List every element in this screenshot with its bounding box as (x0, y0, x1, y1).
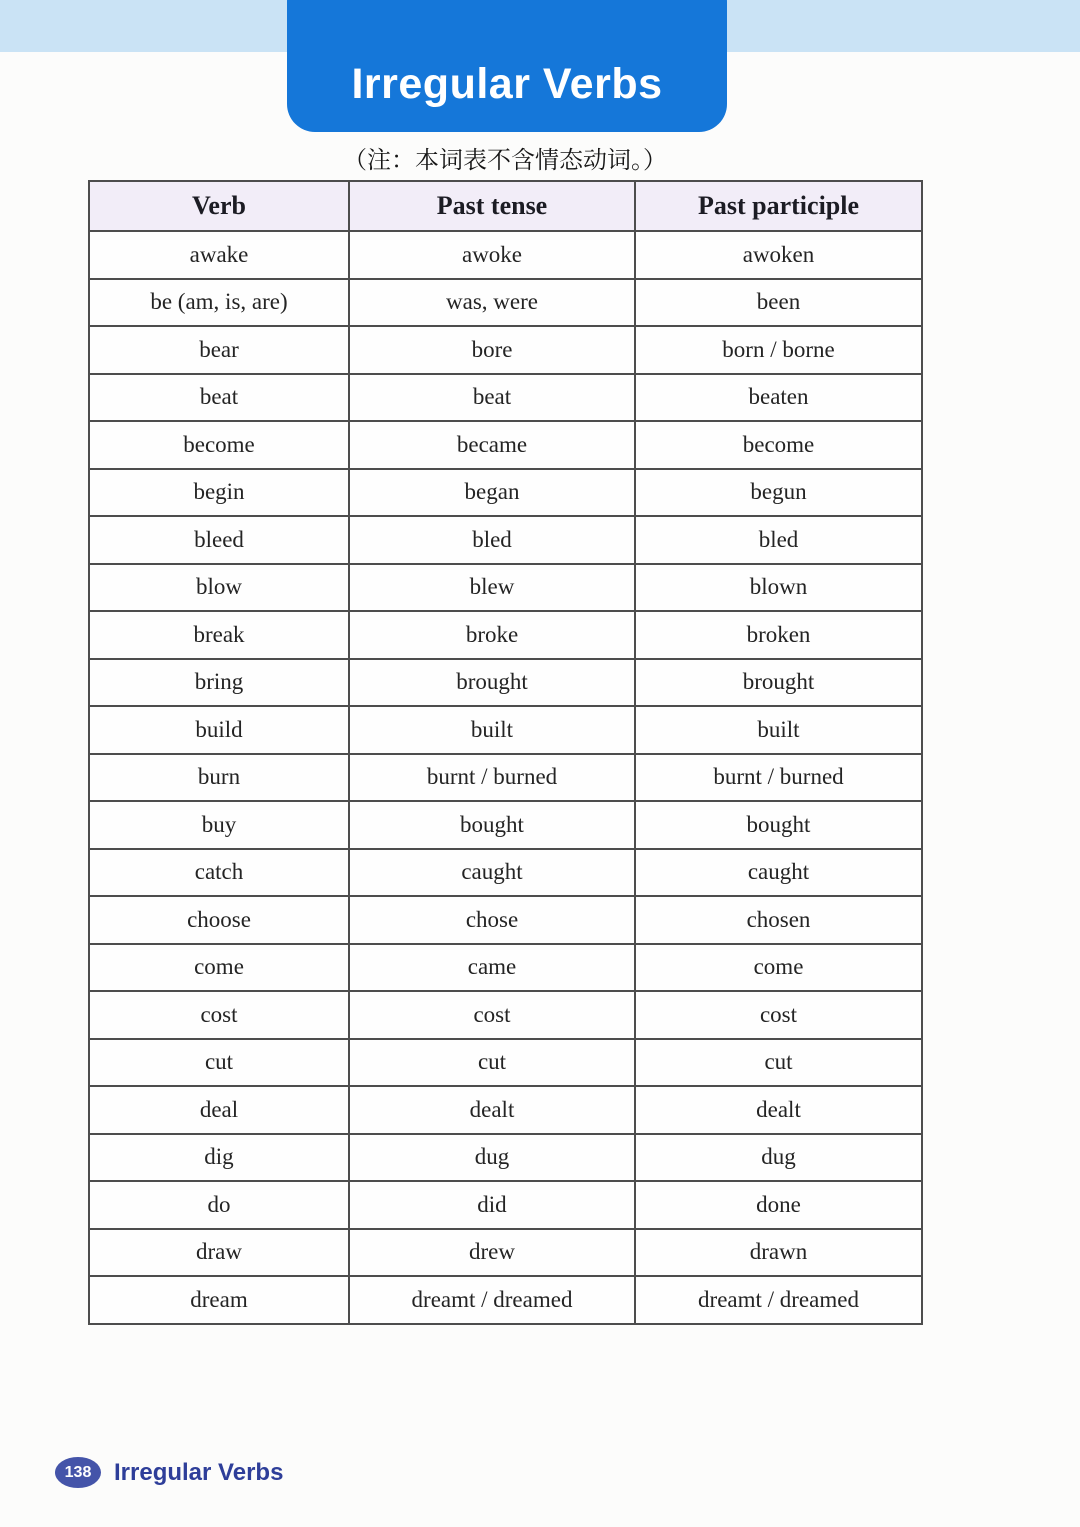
table-row (89, 611, 922, 659)
table-row (89, 896, 922, 944)
col-header-past-participle: Past participle (635, 181, 922, 231)
table-row (89, 279, 922, 327)
verb-cell: catch (89, 849, 349, 897)
past-participle-cell: built (635, 706, 922, 754)
footer (55, 1457, 283, 1488)
verb-cell: burn (89, 754, 349, 802)
past-participle-cell: bought (635, 801, 922, 849)
verb-cell: dream (89, 1276, 349, 1324)
past-tense-cell: blew (349, 564, 635, 612)
verb-cell: cost (89, 991, 349, 1039)
footer-label: Irregular Verbs (114, 1458, 284, 1486)
col-header-past-tense: Past tense (349, 181, 635, 231)
past-tense-cell: dug (349, 1134, 635, 1182)
past-participle-cell: dreamt / dreamed (635, 1276, 922, 1324)
table-row (89, 469, 922, 517)
past-tense-cell: built (349, 706, 635, 754)
past-participle-cell: burnt / burned (635, 754, 922, 802)
page-title: Irregular Verbs (351, 60, 663, 108)
table-row (89, 421, 922, 469)
past-participle-cell: broken (635, 611, 922, 659)
verb-cell: deal (89, 1086, 349, 1134)
page-number-badge (55, 1457, 101, 1488)
past-participle-cell: bled (635, 516, 922, 564)
past-tense-cell: dealt (349, 1086, 635, 1134)
table-row (89, 1276, 922, 1324)
verb-cell: cut (89, 1039, 349, 1087)
verb-cell: become (89, 421, 349, 469)
table-row (89, 801, 922, 849)
past-tense-cell: brought (349, 659, 635, 707)
past-tense-cell: bought (349, 801, 635, 849)
past-participle-cell: done (635, 1181, 922, 1229)
page-number: 138 (64, 1463, 92, 1481)
verb-cell: blow (89, 564, 349, 612)
table-row (89, 516, 922, 564)
past-participle-cell: cut (635, 1039, 922, 1087)
verb-cell: awake (89, 231, 349, 279)
irregular-verbs-table (88, 180, 923, 1325)
verb-cell: break (89, 611, 349, 659)
past-tense-cell: cost (349, 991, 635, 1039)
past-tense-cell: burnt / burned (349, 754, 635, 802)
verb-cell: bring (89, 659, 349, 707)
past-participle-cell: cost (635, 991, 922, 1039)
past-participle-cell: dug (635, 1134, 922, 1182)
past-tense-cell: beat (349, 374, 635, 422)
table-row (89, 231, 922, 279)
past-tense-cell: caught (349, 849, 635, 897)
verb-cell: bleed (89, 516, 349, 564)
table-row (89, 564, 922, 612)
title-banner (287, 0, 727, 132)
past-participle-cell: been (635, 279, 922, 327)
table-row (89, 944, 922, 992)
past-tense-cell: dreamt / dreamed (349, 1276, 635, 1324)
past-participle-cell: born / borne (635, 326, 922, 374)
table-header-row (89, 181, 922, 231)
table-row (89, 374, 922, 422)
past-tense-cell: became (349, 421, 635, 469)
past-tense-cell: began (349, 469, 635, 517)
past-participle-cell: blown (635, 564, 922, 612)
verb-cell: dig (89, 1134, 349, 1182)
past-tense-cell: drew (349, 1229, 635, 1277)
table-row (89, 991, 922, 1039)
table-row (89, 849, 922, 897)
past-participle-cell: drawn (635, 1229, 922, 1277)
past-participle-cell: begun (635, 469, 922, 517)
verb-cell: buy (89, 801, 349, 849)
past-participle-cell: awoken (635, 231, 922, 279)
verb-cell: draw (89, 1229, 349, 1277)
past-participle-cell: beaten (635, 374, 922, 422)
table-row (89, 326, 922, 374)
table-row (89, 706, 922, 754)
past-tense-cell: broke (349, 611, 635, 659)
past-tense-cell: came (349, 944, 635, 992)
table-row (89, 754, 922, 802)
verb-cell: choose (89, 896, 349, 944)
verb-cell: beat (89, 374, 349, 422)
verb-cell: bear (89, 326, 349, 374)
verb-cell: do (89, 1181, 349, 1229)
past-participle-cell: brought (635, 659, 922, 707)
table-row (89, 1039, 922, 1087)
table-row (89, 1229, 922, 1277)
past-tense-cell: was, were (349, 279, 635, 327)
past-participle-cell: become (635, 421, 922, 469)
past-tense-cell: cut (349, 1039, 635, 1087)
verb-cell: build (89, 706, 349, 754)
note-text: （注：本词表不含情态动词。） (343, 148, 667, 174)
table-row (89, 1134, 922, 1182)
past-tense-cell: chose (349, 896, 635, 944)
table-row (89, 1181, 922, 1229)
past-participle-cell: caught (635, 849, 922, 897)
table-row (89, 659, 922, 707)
past-tense-cell: bore (349, 326, 635, 374)
verb-cell: be (am, is, are) (89, 279, 349, 327)
past-participle-cell: come (635, 944, 922, 992)
past-participle-cell: chosen (635, 896, 922, 944)
col-header-verb: Verb (89, 181, 349, 231)
verb-cell: begin (89, 469, 349, 517)
past-tense-cell: bled (349, 516, 635, 564)
past-tense-cell: awoke (349, 231, 635, 279)
verb-cell: come (89, 944, 349, 992)
past-participle-cell: dealt (635, 1086, 922, 1134)
table-row (89, 1086, 922, 1134)
past-tense-cell: did (349, 1181, 635, 1229)
